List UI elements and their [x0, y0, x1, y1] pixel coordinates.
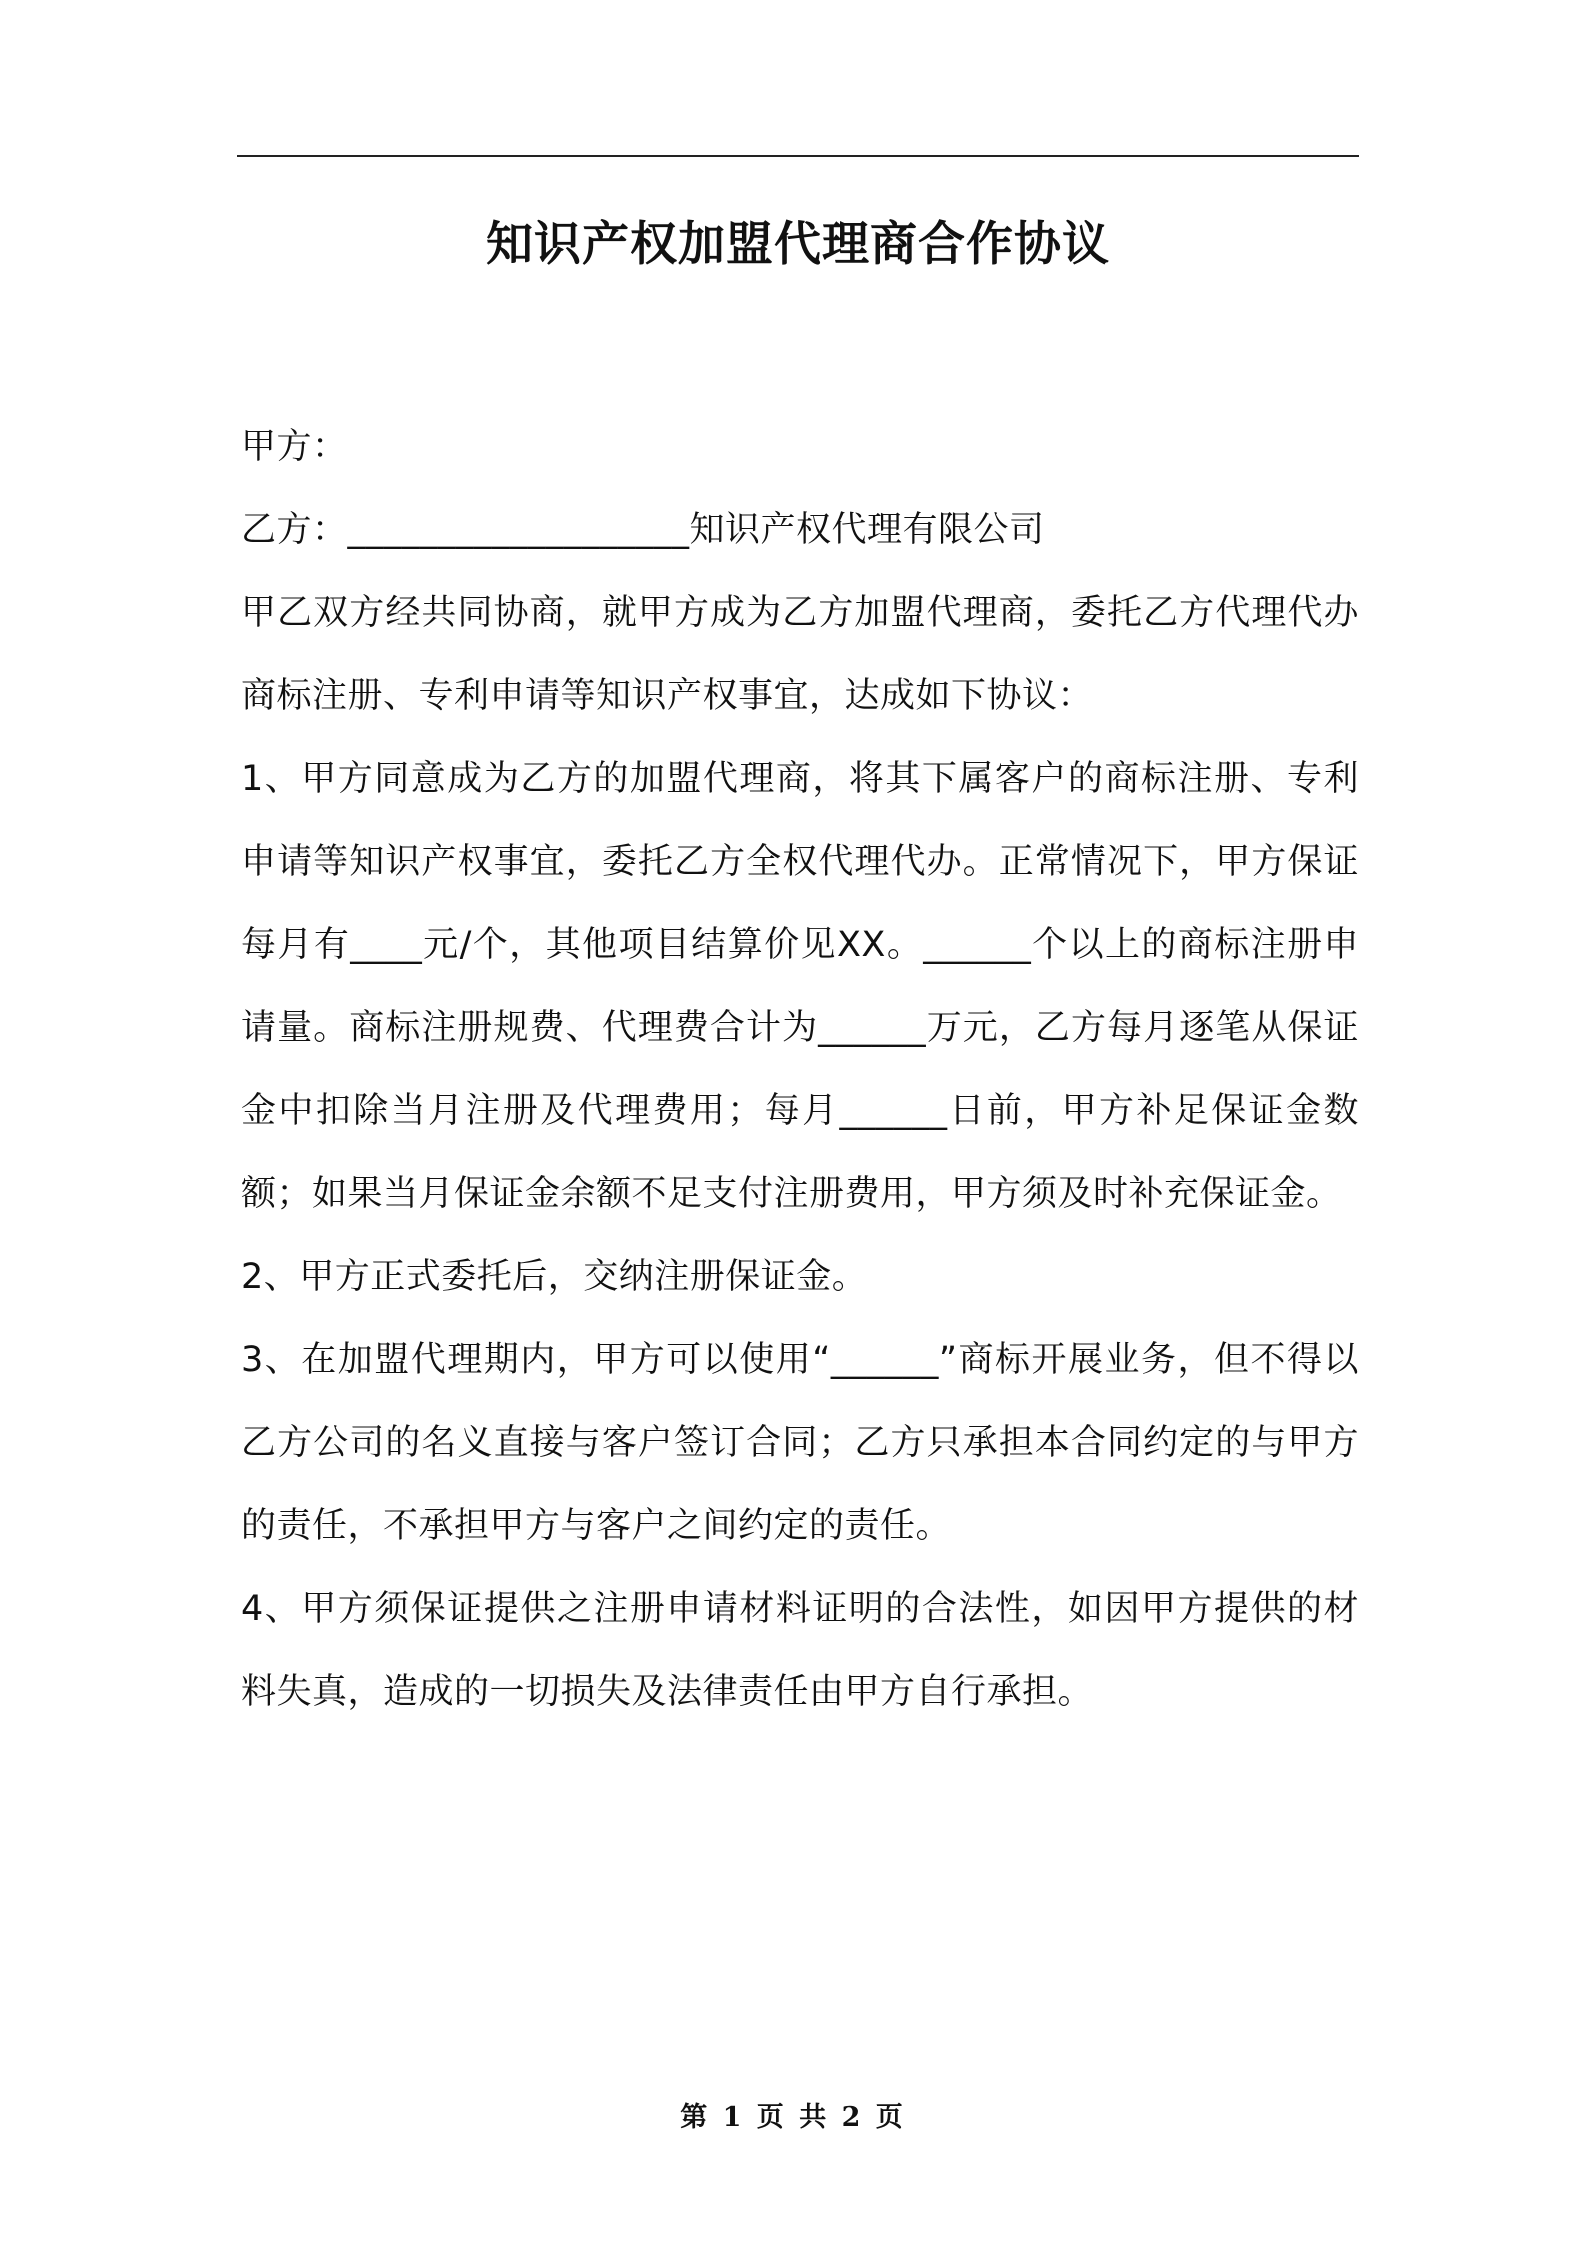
intro-paragraph: 甲乙双方经共同协商，就甲方成为乙方加盟代理商，委托乙方代理代办商标注册、专利申请等知识产权事宜，达成如下协议：: [241, 593, 1359, 716]
header-rule: [237, 155, 1359, 157]
clause-3: 3、在加盟代理期内，甲方可以使用“______”商标开展业务，但不得以乙方公司的名义直接与客户签订合同；乙方只承担本合同约定的与甲方的责任，不承担甲方与客户之间约定的责任。: [241, 1340, 1359, 1546]
document-body: [241, 406, 1359, 1734]
clause-4: 4、甲方须保证提供之注册申请材料证明的合法性，如因甲方提供的材料失真，造成的一切损失及法律责任由甲方自行承担。: [241, 1589, 1359, 1712]
document-title: 知识产权加盟代理商合作协议: [486, 217, 1110, 272]
party-a-line: 甲方：: [241, 427, 348, 467]
clause-1: 1、甲方同意成为乙方的加盟代理商，将其下属客户的商标注册、专利申请等知识产权事宜，委托乙方全权代理代办。正常情况下，甲方保证每月有____元/个，其他项目结算价见XX。______个以上的商标注册申请量。商标注册规费、代理费合计为______万元，乙方每月逐笔从保证金中扣除当月注册及代理费用；每月______日前，甲方补足保证金数额；如果当月保证金余额不足支付注册费用，甲方须及时补充保证金。: [241, 759, 1359, 1214]
party-b-line: 乙方：___________________知识产权代理有限公司: [241, 510, 1045, 550]
clause-2: 2、甲方正式委托后，交纳注册保证金。: [241, 1257, 868, 1297]
page-footer: 第 1 页 共 2 页: [680, 2102, 906, 2133]
